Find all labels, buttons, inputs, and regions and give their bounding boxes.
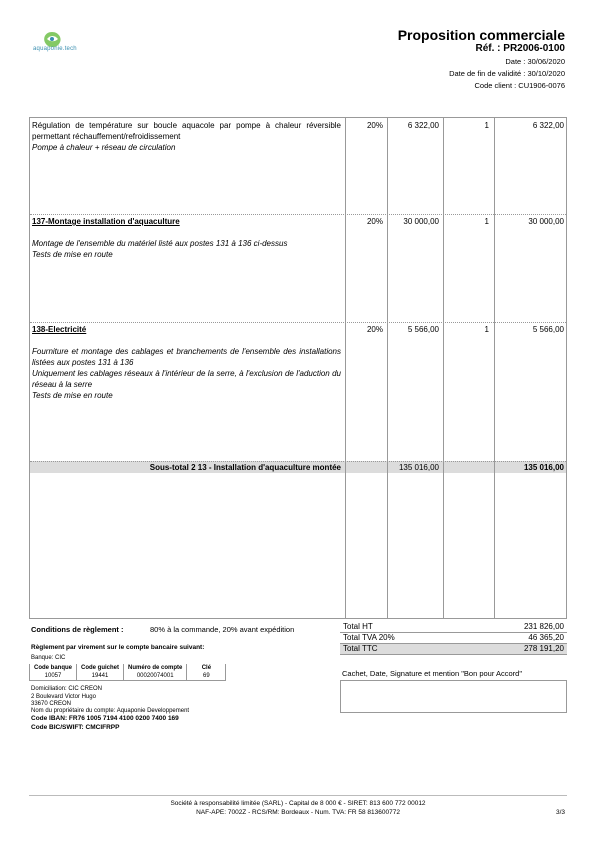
account-number: 00020074001 [124, 672, 187, 681]
subtotal-unit-price: 135 016,00 [398, 463, 439, 472]
domiciliation: Domiciliation: CIC CREON [31, 686, 103, 692]
total-ttc-label: Total TTC [343, 644, 378, 653]
line-2-total: 30 000,00 [528, 217, 564, 226]
bank-code: 10057 [30, 672, 77, 681]
line-1-unit-price: 6 322,00 [407, 121, 439, 130]
account-number-header: Numéro de compte [124, 664, 187, 672]
line-1-description: Régulation de température sur boucle aquacole par pompe à chaleur réversible permettant réchauffement/refroidissement [32, 121, 341, 141]
line-3-unit-price: 5 566,00 [407, 325, 439, 334]
line-1-detail: Pompe à chaleur + réseau de circulation [32, 143, 176, 152]
line-2-vat: 20% [366, 217, 383, 226]
transfer-title: Règlement par virement sur le compte bancaire suivant: [31, 644, 205, 651]
payment-conditions-value: 80% à la commande, 20% avant expédition [150, 625, 295, 634]
bank-details-table [29, 664, 226, 681]
bank-address-2: 33670 CREON [31, 701, 72, 707]
document-reference: Réf. : PR2006-0100 [475, 43, 565, 54]
line-2-detail-1: Montage de l'ensemble du matériel listé aux postes 131 à 136 ci-dessus [32, 239, 288, 248]
line-1-total: 6 322,00 [532, 121, 564, 130]
branch-code: 19441 [77, 672, 124, 681]
total-ht-label: Total HT [343, 622, 373, 631]
total-ht-row [340, 622, 567, 633]
branch-code-header: Code guichet [77, 664, 124, 672]
line-3-qty: 1 [484, 325, 489, 334]
validity-date: Date de fin de validité : 30/10/2020 [449, 69, 565, 78]
line-2-unit-price: 30 000,00 [403, 217, 439, 226]
logo-text: aquaponie.tech [33, 46, 77, 52]
signature-label: Cachet, Date, Signature et mention "Bon pour Accord" [342, 669, 523, 678]
line-3-title: 138-Electricité [32, 325, 87, 334]
subtotal-total: 135 016,00 [523, 463, 564, 472]
key-header: Clé [187, 664, 226, 672]
company-logo [30, 30, 90, 56]
page-number: 3/3 [555, 809, 565, 816]
line-2-qty: 1 [484, 217, 489, 226]
total-vat-row [340, 633, 567, 644]
bank-address-1: 2 Boulevard Victor Hugo [31, 694, 96, 700]
signature-box[interactable] [340, 680, 567, 713]
total-vat-label: Total TVA 20% [343, 633, 395, 642]
line-3-total: 5 566,00 [532, 325, 564, 334]
footer-divider [29, 795, 567, 796]
total-ttc-row [340, 644, 567, 655]
line-3-detail-3: Tests de mise en route [32, 391, 113, 400]
payment-conditions-label: Conditions de règlement : [31, 625, 124, 634]
line-3-detail-2: Uniquement les cablages réseaux à l'intérieur de la serre, à l'exclusion de l'aduction du réseau à la serre [32, 369, 341, 389]
quote-lines-table [29, 117, 567, 619]
line-2-title: 137-Montage installation d'aquaculture [32, 217, 180, 226]
total-vat-value: 46 365,20 [528, 633, 564, 642]
line-3-vat: 20% [366, 325, 383, 334]
iban: Code IBAN: FR76 1005 7194 4100 0200 7400 169 [31, 715, 179, 722]
line-2-detail-2: Tests de mise en route [32, 250, 113, 259]
bank-name: Banque: CIC [31, 655, 66, 661]
line-1-qty: 1 [484, 121, 489, 130]
account-key: 69 [187, 672, 226, 681]
line-1-vat: 20% [366, 121, 383, 130]
client-code: Code client : CU1906-0076 [474, 81, 565, 90]
account-owner: Nom du propriétaire du compte: Aquaponie Developpement [31, 708, 190, 714]
total-ttc-value: 278 191,20 [523, 644, 564, 653]
subtotal-label: Sous-total 2 13 - Installation d'aquaculture montée [149, 463, 341, 472]
document-date: Date : 30/06/2020 [505, 57, 565, 66]
bic: Code BIC/SWIFT: CMCIFRPP [31, 724, 120, 731]
totals-block [340, 622, 567, 655]
bank-code-header: Code banque [30, 664, 77, 672]
line-3-detail-1: Fourniture et montage des cablages et branchements de l'ensemble des installations listées aux postes 131 à 136 [32, 347, 341, 367]
footer-legal-2: NAF-APE: 7002Z - RCS/RM: Bordeaux - Num. TVA: FR 58 813600772 [196, 809, 400, 816]
document-title: Proposition commerciale [397, 27, 565, 43]
total-ht-value: 231 826,00 [523, 622, 564, 631]
footer-legal-1: Société à responsabilité limitée (SARL) - Capital de 8 000 € - SIRET: 813 600 772 00012 [170, 800, 426, 807]
